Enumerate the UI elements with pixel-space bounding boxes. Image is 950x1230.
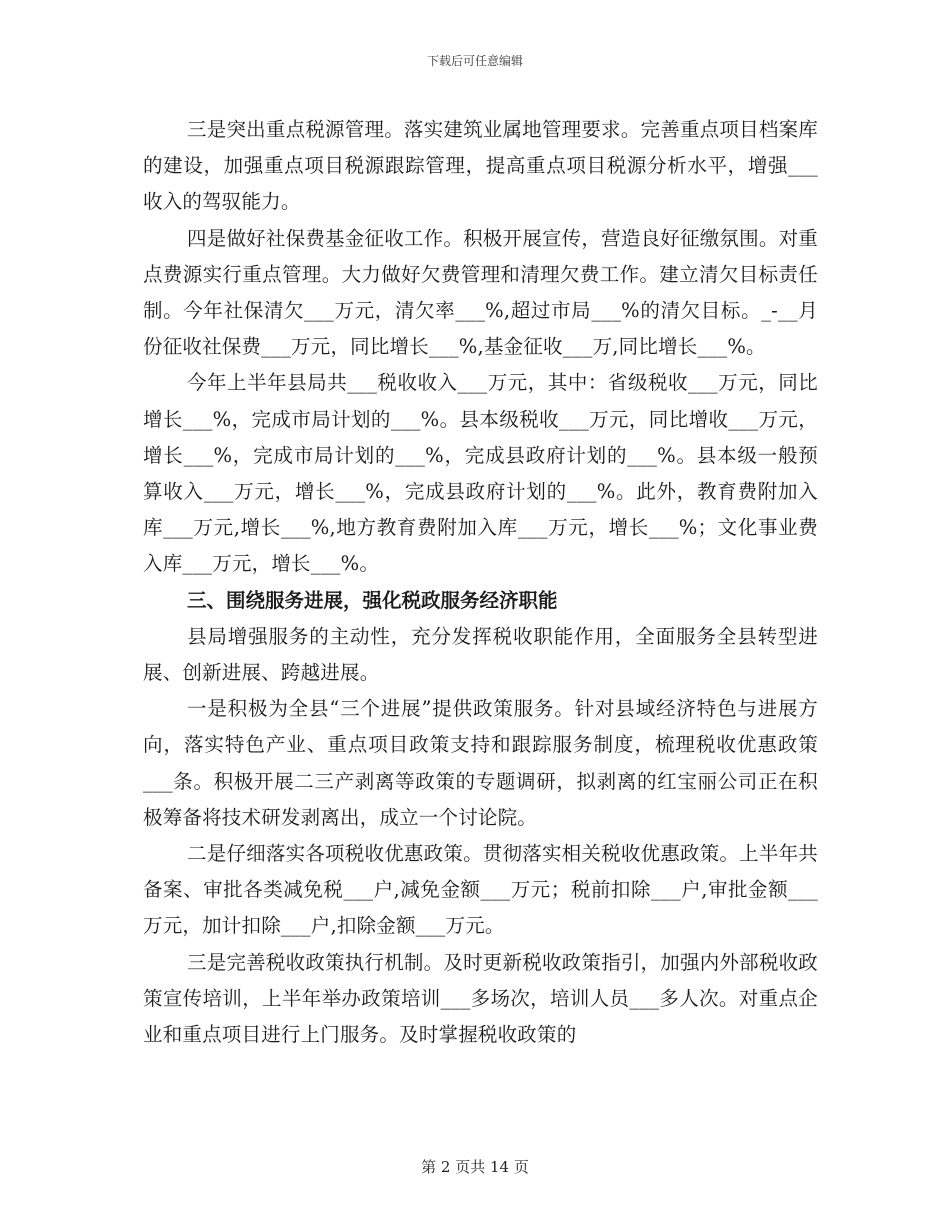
paragraph-service-intro: 县局增强服务的主动性，充分发挥税收职能作用，全面服务全县转型进展、创新进展、跨越进展。 — [143, 624, 818, 685]
page-header: 下载后可任意编辑 — [426, 54, 523, 68]
page-footer: 第 2 页共 14 页 — [421, 1158, 529, 1176]
paragraph-tax-incentives: 二是仔细落实各项税收优惠政策。贯彻落实相关税收优惠政策。上半年共备案、审批各类减免税___户,减免金额___万元；税前扣除___户,审批金额___万元，加计扣除___户,扣除金额___万元。 — [143, 842, 818, 938]
paragraph-policy-service: 一是积极为全县“三个进展”提供政策服务。针对县域经济特色与进展方向，落实特色产业、重点项目政策支持和跟踪服务制度，梳理税收优惠政策___条。积极开展二三产剥离等政策的专题调研，拟剥离的红宝丽公司正在积极筹备将技术研发剥离出，成立一个讨论院。 — [143, 697, 818, 829]
paragraph-half-year-revenue: 今年上半年县局共___税收收入___万元，其中：省级税收___万元，同比增长___%，完成市局计划的___%。县本级税收___万元，同比增收___万元，增长___%，完成市局计划的___%，完成县政府计划的___%。县本级一般预算收入___万元，增长___%，完成县政府计划的___%。此外，教育费附加入库___万元,增长___%,地方教育费附加入库___万元，增长___%；文化事业费入库___万元，增长___%。 — [143, 371, 818, 576]
paragraph-social-insurance: 四是做好社保费基金征收工作。积极开展宣传，营造良好征缴氛围。对重点费源实行重点管理。大力做好欠费管理和清理欠费工作。建立清欠目标责任制。今年社保清欠___万元，清欠率___%,超过市局___%的清欠目标。_-__月份征收社保费___万元，同比增长___%,基金征收___万,同比增长___%。 — [143, 226, 818, 359]
document-body — [143, 112, 818, 1053]
paragraph-policy-mechanism: 三是完善税收政策执行机制。及时更新税收政策指引，加强内外部税收政策宣传培训，上半年举办政策培训___多场次，培训人员___多人次。对重点企业和重点项目进行上门服务。及时掌握税收政策的 — [143, 950, 818, 1047]
section-heading: 三、围绕服务进展，强化税政服务经济职能 — [187, 588, 558, 612]
paragraph-key-tax-source: 三是突出重点税源管理。落实建筑业属地管理要求。完善重点项目档案库的建设，加强重点项目税源跟踪管理，提高重点项目税源分析水平，增强___收入的驾驭能力。 — [143, 118, 818, 214]
